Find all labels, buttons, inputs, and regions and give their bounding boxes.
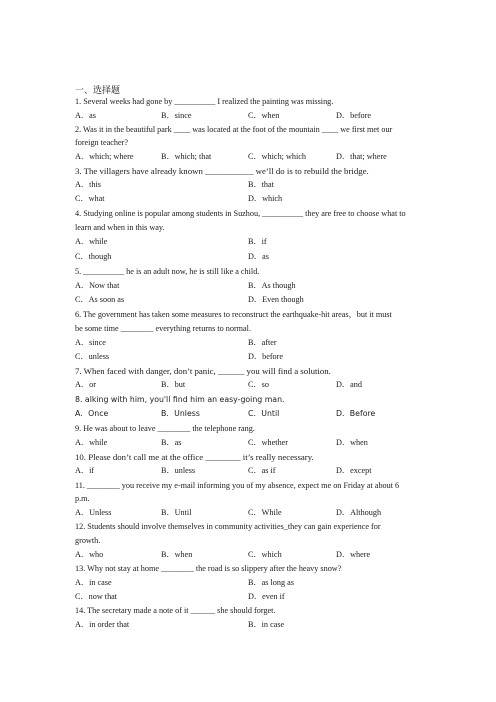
question-1-option-c: C．when xyxy=(248,111,280,120)
question-4-stem-line-1: 4. Studying online is popular among students in Suzhou, __________ they are free to choose what to xyxy=(75,209,406,218)
question-1-option-a: A．as xyxy=(75,111,96,120)
question-7-option-c: C．so xyxy=(248,380,269,389)
question-8-option-d: D．Before xyxy=(336,409,376,418)
question-12-option-d: D．where xyxy=(336,550,371,559)
question-11-stem-line-1: 11. ________ you receive my e-mail informing you of my absence, expect me on Friday at about 6 xyxy=(75,481,400,490)
question-5-option-a: A．Now that xyxy=(75,281,120,290)
question-6-option-c: C．unless xyxy=(75,352,110,361)
question-7-option-d: D．and xyxy=(336,380,362,389)
question-1-stem: 1. Several weeks had gone by __________ I realized the painting was missing. xyxy=(75,97,334,106)
question-5-option-b: B．As though xyxy=(248,281,296,290)
question-4-stem-line-2: learn and when in this way. xyxy=(75,223,165,232)
question-3-option-d: D．which xyxy=(248,194,283,203)
question-9-option-b: B．as xyxy=(161,438,182,447)
question-1-option-b: B．since xyxy=(161,111,192,120)
question-10-option-b: B．unless xyxy=(161,466,196,475)
question-6-stem-line-2: be some time ________ everything returns to normal. xyxy=(75,324,251,333)
question-1-option-d: D．before xyxy=(336,111,372,120)
question-2-option-d: D．that; where xyxy=(336,152,387,161)
question-14-option-b: B．in case xyxy=(248,620,285,629)
question-6-option-b: B．after xyxy=(248,338,277,347)
question-8-stem: 8. alking with him, you'll find him an easy-going man. xyxy=(75,395,285,404)
question-13-option-c: C．now that xyxy=(75,592,118,601)
question-2-option-a: A．which; where xyxy=(75,152,134,161)
question-5-stem: 5. __________ he is an adult now, he is still like a child. xyxy=(75,267,260,276)
question-8-option-a: A．Once xyxy=(75,409,109,418)
question-14-option-a: A．in order that xyxy=(75,620,130,629)
question-3-stem: 3. The villagers have already known ___________ we’ll do is to rebuild the bridge. xyxy=(75,166,369,176)
question-9-option-a: A．while xyxy=(75,438,108,447)
question-14-stem: 14. The secretary made a note of it ______ she should forget. xyxy=(75,606,276,615)
question-10-stem: 10. Please don’t call me at the office ________ it’s really necessary. xyxy=(75,452,314,462)
question-8-option-b: B．Unless xyxy=(161,409,200,418)
question-4-option-b: B．if xyxy=(248,237,267,246)
question-11-stem-line-2: p.m. xyxy=(75,494,90,503)
question-5-option-d: D．Even though xyxy=(248,295,304,304)
question-2-option-b: B．which; that xyxy=(161,152,212,161)
question-2-option-c: C．which; which xyxy=(248,152,306,161)
section-title: 一、选择题 xyxy=(75,86,121,96)
question-11-option-b: B．Until xyxy=(161,508,192,517)
question-13-option-b: B．as long as xyxy=(248,578,294,587)
question-10-option-d: D．except xyxy=(336,466,372,475)
question-12-stem-line-1: 12. Students should involve themselves in community activities_they can gain experience for xyxy=(75,522,381,531)
question-10-option-a: A．if xyxy=(75,466,95,475)
question-7-stem: 7. When faced with danger, don’t panic, ______ you will find a solution. xyxy=(75,366,331,376)
question-12-stem-line-2: growth. xyxy=(75,536,101,545)
question-11-option-c: C．While xyxy=(248,508,282,517)
question-12-option-b: B．when xyxy=(161,550,193,559)
question-11-option-d: D．Although xyxy=(336,508,382,517)
question-8-option-c: C．Until xyxy=(248,409,280,418)
question-7-option-b: B．but xyxy=(161,380,186,389)
question-4-option-d: D．as xyxy=(248,252,269,261)
question-7-option-a: A．or xyxy=(75,380,96,389)
question-9-stem: 9. He was about to leave ________ the telephone rang. xyxy=(75,424,255,433)
question-11-option-a: A．Unless xyxy=(75,508,112,517)
question-6-option-d: D．before xyxy=(248,352,284,361)
question-12-option-c: C．which xyxy=(248,550,282,559)
question-12-option-a: A．who xyxy=(75,550,104,559)
question-9-option-c: C．whether xyxy=(248,438,289,447)
question-13-option-d: D．even if xyxy=(248,592,285,601)
question-4-option-c: C．though xyxy=(75,252,112,261)
question-3-option-b: B．that xyxy=(248,180,274,189)
question-5-option-c: C．As soon as xyxy=(75,295,125,304)
question-3-option-a: A．this xyxy=(75,180,101,189)
question-6-option-a: A．since xyxy=(75,338,106,347)
question-13-stem: 13. Why not stay at home ________ the road is so slippery after the heavy snow? xyxy=(75,564,342,573)
question-3-option-c: C．what xyxy=(75,194,105,203)
question-10-option-c: C．as if xyxy=(248,466,276,475)
question-2-stem-line-1: 2. Was it in the beautiful park ____ was located at the foot of the mountain ____ we first met our xyxy=(75,125,393,134)
question-13-option-a: A．in case xyxy=(75,578,112,587)
question-9-option-d: D．when xyxy=(336,438,368,447)
question-4-option-a: A．while xyxy=(75,237,108,246)
question-2-stem-line-2: foreign teacher? xyxy=(75,138,128,147)
question-6-stem-line-1: 6. The government has taken some measures to reconstruct the earthquake-hit areas，but it must xyxy=(75,310,392,319)
